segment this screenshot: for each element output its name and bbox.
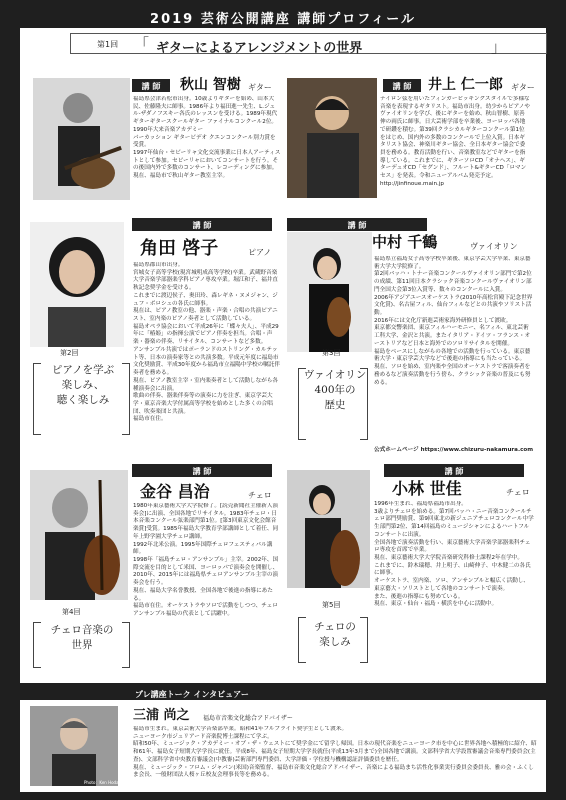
lecture3-number: 第3回 [322, 349, 341, 357]
kanatani-inst: チェロ [248, 491, 272, 500]
lecture5-bracket-right [360, 617, 368, 663]
kobayashi-bio: 1996年生まれ、福島県福島市出身。 3歳よりチェロを始める。第7回バッハ・ニー音楽コンクールチェロ部門奨励賞、第9回東北の新ジュニアチェロコンクール中学生部門第2位、第14回福島のミュージシャンによるハートフルコンサートに出演。 全国各地で演奏活動を行い、東京藝術大学音楽学部器楽科チェロ専攻を首席で卒業。 現在、東京藝術大学大学院音楽研究科修士課程2年在学中。 これまでに、鈴木瑞穂、井上明子、山崎伸子、中木健二の各氏に師事。 オーケストラ、室内楽、ソロ、アンサンブルと幅広く活動し、東京藝大・ソリストとして各地のコンサートで演奏。 また、後進の指導にも努めている。 現在、東京・仙台・福島・横浜を中心に活動中。 [374, 501, 534, 608]
lecture3-bracket-right [360, 368, 368, 440]
pre-heading: プレ講座トーク インタビュアー [135, 690, 249, 699]
lecture4-bracket-right [122, 622, 130, 668]
kobayashi-inst: チェロ [506, 488, 530, 497]
lecture3-topic: ヴァイオリン 400年の 歴史 [303, 369, 367, 412]
pre-name: 三浦 尚之 [133, 708, 190, 723]
akiyama-photo [33, 78, 130, 200]
lecture4-number: 第4回 [62, 608, 81, 616]
page-title: 2019 芸術公開講座 講師プロフィール [150, 12, 416, 27]
lecture2-bracket-right [122, 363, 130, 435]
nakamura-photo [287, 232, 372, 352]
akiyama-name: 秋山 智樹 [180, 77, 241, 93]
nakamura-badge: 講 師 [287, 218, 427, 231]
kobayashi-photo [287, 470, 370, 588]
pre-bio: 福島市生まれ。東京芸術大学音楽部卒業。昭和41年フルブライト奨学生として渡米。 ニューヨーク市ジュリアード音楽院博士課程にて学ぶ。 昭和50年、ミュージック・アカデミー・オブ・ザ・ウェストにて奨学金にて留学し帰国。日本の現代音楽をニューヨーク市を中心に世界各地へ積極的に紹介、昭和61年、福島女子短期大学学長に就任。平成8年、福島女子短期大学学長就任(平成13年3月まで)全国各地で講演。文部科学省大学設置審議会音楽専門委員会(主査)、文部科学省中央教育審議会(中教審)芸術部門専門委員、大学評価・学位授与機構認証評価委員を歴任。 現在、ミュージック・フロム・ジャパン(米国)音楽監督、福島市音楽文化総合アドバイザー、音楽による福島まち活性化事業実行委員会委員長、雅の会・ふくしま会長、一般財団法人桜ヶ丘校友会理事長等を務める。 [133, 726, 537, 779]
lecture2-number: 第2回 [60, 349, 79, 357]
kanatani-bio: 1980年東京藝術大学大学院修了。[読売新聞社主催新人演奏会]に出演、全国各地でリサイタル。1983年チェロ・日本音楽コンクール弦楽部門第1位。[第3回東京文化会館音楽賞]受賞。1985年福島大学教育学部講師として着任、同年上野学園大学チェロ講師。 1992年北米公演。1995年国際チェロフェスティバル講師。 1998年「福島チェロ・アンサンブル」主宰。2002年、国際交流を目的として米国、ヨーロッパで演奏会を開催し、2010年、2015年には福島県チェロアンサンブル主宰の演奏会を行う。 現在、福島大学名誉教授、全国各地で後進の指導にあたる。 福島市在住。オーケストラやソロで活動をしつつ、チェロアンサンブル福島の代表として活躍中。 [133, 503, 279, 618]
nakamura-name: 中村 千鶴 [372, 233, 438, 251]
kanatani-badge: 講 師 [132, 464, 272, 477]
inoue-name: 井上 仁一郎 [428, 77, 503, 93]
inoue-photo [287, 78, 377, 198]
inoue-inst: ギター [511, 83, 535, 92]
tsunoda-name: 角田 啓子 [140, 238, 219, 259]
pre-photo [30, 706, 118, 786]
nakamura-url[interactable]: 公式ホームページ https://www.chizuru-nakamura.com [374, 447, 534, 453]
kobayashi-badge: 講 師 [384, 464, 524, 477]
nakamura-inst: ヴァイオリン [470, 242, 518, 251]
tsunoda-inst: ピアノ [248, 248, 272, 257]
kobayashi-name: 小林 世佳 [392, 479, 462, 498]
lecture5-number: 第5回 [322, 601, 341, 609]
tsunoda-photo [30, 222, 124, 347]
lecture5-topic: チェロの 楽しみ [314, 621, 356, 649]
kanatani-name: 金谷 昌治 [140, 482, 210, 501]
akiyama-inst: ギター [248, 83, 272, 92]
lecture2-topic: ピアノを学ぶ 楽しみ、 聴く楽しみ [51, 364, 115, 407]
lecture1-title: ギターによるアレンジメントの世界 [156, 41, 363, 56]
pre-role: 福島市音楽文化総合アドバイザー [203, 715, 293, 722]
kanatani-photo [30, 470, 128, 600]
tsunoda-badge: 講 師 [132, 218, 272, 231]
akiyama-badge: 講 師 [132, 79, 170, 92]
lecture1-bar: 第1回 「 ギターによるアレンジメントの世界 」 [70, 33, 547, 54]
inoue-badge: 講 師 [383, 79, 421, 92]
nakamura-bio: 福島県立福島女子高等学校卒業後、東京学芸大学卒業、東京藝術大学大学院修了。 第2回バッハ・トナー音楽コンクールヴァイオリン部門で第2位の成績、第11回日本クラシック音楽コンクールヴァイオリン部門全国大会第3位入賞等、数々のコンクールに入賞。 2006年アジアユースオーケストラ(2010年高松宮殿下記念世界文化賞)、名古屋フィル、仙台フィルなどとの共演やソリスト活動。 2016年には文化庁新進芸術家海外研修員として渡欧。 東京都交響楽団、東京フィルハーモニー、名フィル、東北芸術工科大学、金沢と共演。またイタリア・ドイツ・フランス・オーストリアなど日本と海外でのソロリサイタルを開催。 福島をベースにしながらの各地での活動を行っている。東京藝術大学・東京学芸大学などで後進の指導にも当たっている。 現在、ソロを始め、室内楽や全国のオーケストラで客演奏者を務めるなど演奏活動を行う傍ら、クラシック音楽の普及にも努める。 [374, 256, 533, 386]
akiyama-bio: 福島県会津若松市出身。10歳よりギターを始め、山本大民、佐藤隆夫に師事。1986年より福田進一先生、L.ジュル-ザダノフスキー各氏のレッスンを受ける。1989年現代ギターギタースクールギター ファイナルコンクール2位。1990年大来音楽アカデミー パーカッション ギタービデオ クエンコンクール別力賞を受賞。 1997年仙台・セビーリャ文化交流事業に日本人アーティストとして参加。セビーリャにおいてコンサートを行う。その後国内外で多数のコンサート、レコーディングに参加。 現在、福島市で秋山ギター教室主宰。 [133, 96, 281, 180]
lecture4-topic: チェロ音楽の 世界 [50, 624, 114, 652]
inoue-bio: ナイロン弦を用いたフィンガーピッキングスタイルで多様な音楽を表現するギタリスト。福島市出身。幼少からピアノやヴァイオリンを学び、後にギターを始め、秋山智樹、原善伸の両氏に師事。日大芸術学部を卒業後、ヨーロッパ各地で研鑽を積む。第39回クラシカルギターコンクール第1位をはじめ、国内外の多数のコンクールで上位入賞。日本ギタリスト協会、神楽川ギター協会、全日本ギター協会で委員を務める。教育活動を行い、音楽教室などでギターを指導している。これまでに、ギターソロCD「オナヘス」、ギターデュオCD「セグンド」、フルート&ギターCD「ロマンセス」を発表。令和ニューアルバム発売予定。http://jinfinoue.main.jp [380, 96, 530, 187]
tsunoda-bio: 福島県郡山市出身。 宮城女子高等学校(現宮城明成高等学校)卒業。武蔵野音楽大学音楽学部器楽学科ピアノ専攻卒業。堀江和子、福井直秋記念奨学金を受ける。 これまでに渡辺侯子、奥田玲、森レギネ・ヌメジャン、ジュフ・ボロシュの各氏に師事。 現在は、ピアノ教室の他、器楽・声楽・合唱の共演ピアニスト、室内楽のピアノ奏者として活動している。 福島オペラ協会において平成26年に「蝶々夫人」、平成29年に「椿姫」の指揮公演でピアノ伴奏を担当。合唱・声楽・器楽の伴奏、リサイタル、コンサートなど多数。 アンサンブル共演ではポーランドのストリング・カルテット等、日本の演奏家等との共演多数。平成元年度に福島市文化奨励賞、平成30年度から福島市立福陽中学校の嘱託伴奏者を務める。 現在、ピアノ教室主宰・室内楽奏者として活動しながら各種演奏会に出演。 歌曲の伴奏、器楽伴奏等の演奏に力を注ぎ、東京学芸大学・東京音楽大学付属高等学校を始めとした多くの合唱団、吹奏楽団と共演。 福島市在住。 [133, 262, 280, 423]
lecture1-number: 第1回 [97, 40, 119, 49]
pre-photo-credit: Photo：Ken Hoda [84, 780, 119, 785]
